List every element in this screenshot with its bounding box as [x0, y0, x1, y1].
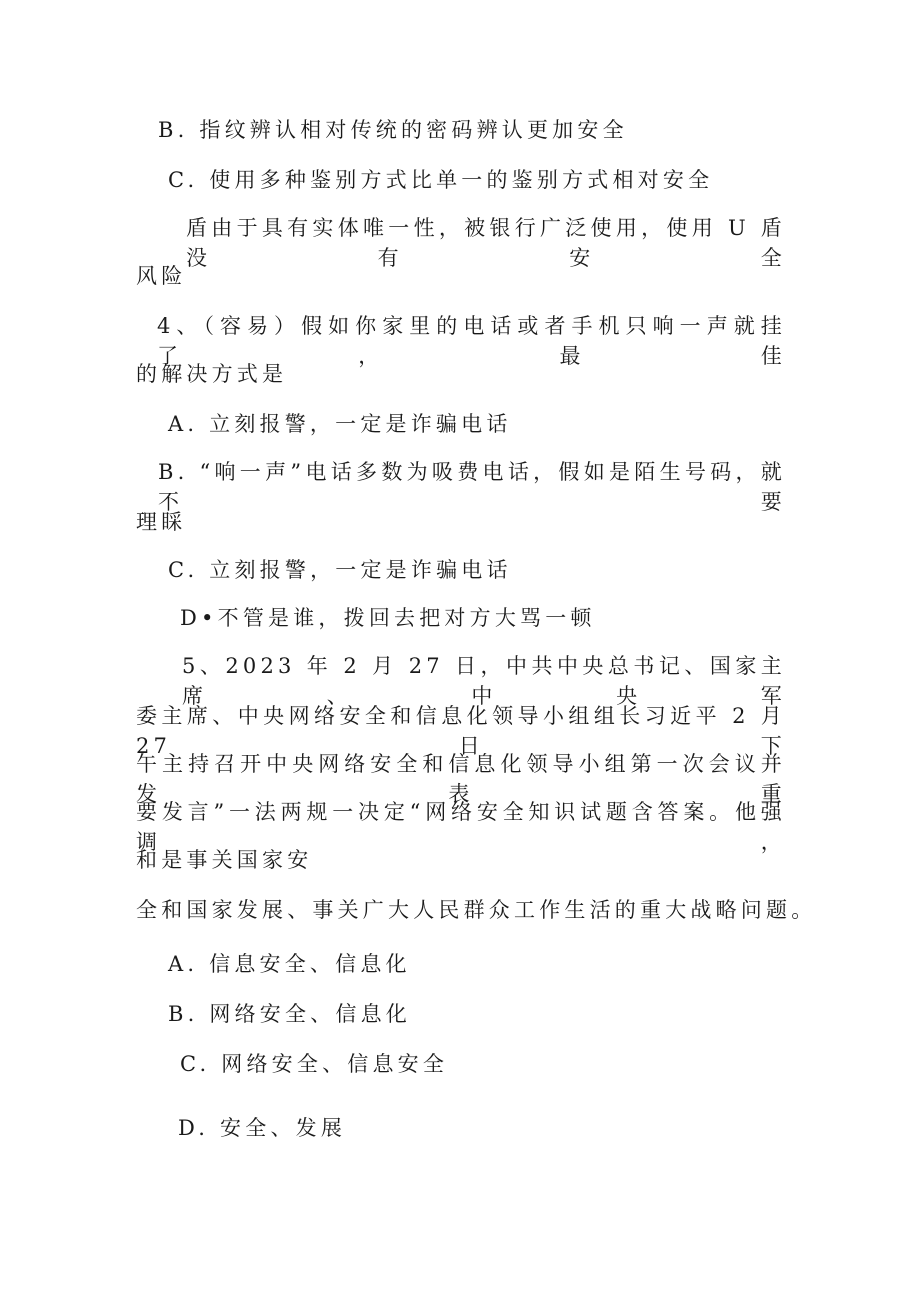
option-c-multi-auth: C. 使用多种鉴别方式比单一的鉴别方式相对安全	[168, 168, 714, 192]
q5-option-a: A. 信息安全、信息化	[168, 952, 411, 976]
question-5-line4: 要发言”一法两规一决定“网络安全知识试题含答案。他强调，	[136, 800, 786, 854]
question-5-line1: 5、2023 年 2 月 27 日，中共中央总书记、国家主席、中央军	[182, 654, 786, 708]
question-5-line2: 委主席、中央网络安全和信息化领导小组组长习近平 2 月 27 日下	[136, 704, 786, 758]
q4-option-b-line2: 理睬	[136, 510, 187, 534]
q4-option-c: C. 立刻报警，一定是诈骗电话	[168, 558, 512, 582]
question-5-line5: 和是事关国家安	[136, 848, 313, 872]
question-5-line3: 午主持召开中央网络安全和信息化领导小组第一次会议并发表重	[136, 752, 786, 806]
option-b-fingerprint: B. 指纹辨认相对传统的密码辨认更加安全	[158, 118, 628, 142]
q4-option-a: A. 立刻报警，一定是诈骗电话	[168, 412, 512, 436]
q4-option-d: D•不管是谁，拨回去把对方大骂一顿	[180, 606, 596, 630]
q5-option-b: B. 网络安全、信息化	[168, 1002, 411, 1026]
q5-option-c: C. 网络安全、信息安全	[180, 1052, 449, 1076]
question-5-line6: 全和国家发展、事关广大人民群众工作生活的重大战略问题。	[136, 898, 817, 922]
q4-option-b-line1: B. “响一声”电话多数为吸费电话，假如是陌生号码，就不要	[158, 460, 786, 514]
question-4-line2: 的解决方式是	[136, 362, 288, 386]
option-d-ushield-line2: 风险	[136, 264, 187, 288]
q5-option-d: D. 安全、发展	[178, 1116, 347, 1140]
option-d-ushield-line1: 盾由于具有实体唯一性，被银行广泛使用，使用 U 盾没有安全	[186, 216, 786, 270]
question-4-line1: 4、（容易）假如你家里的电话或者手机只响一声就挂了，最佳	[157, 314, 786, 368]
